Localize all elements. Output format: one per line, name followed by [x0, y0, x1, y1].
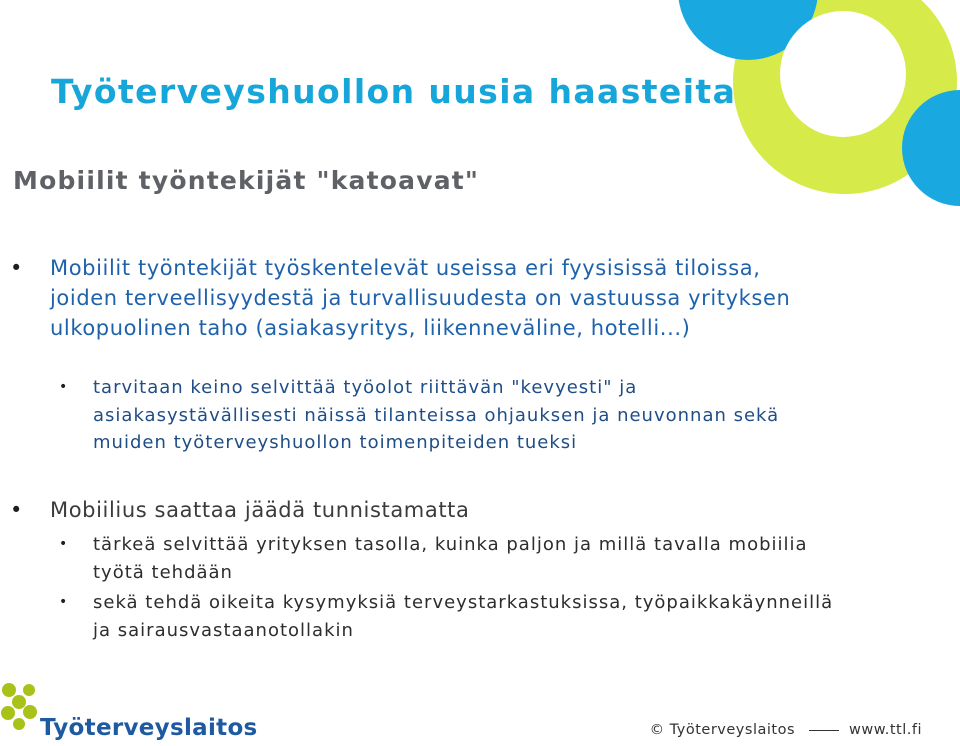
bullet-marker: • — [10, 256, 23, 280]
bullet-item: Mobiilius saattaa jäädä tunnistamatta — [50, 498, 470, 522]
footer-url[interactable]: www.ttl.fi — [849, 722, 922, 738]
slide-subtitle: Mobiilit työntekijät "katoavat" — [13, 166, 480, 195]
footer-divider — [809, 730, 839, 731]
sub-bullet-item: sekä tehdä oikeita kysymyksiä terveystarkastuksissa, työpaikkakäynneillä ja sairausvastaanotollakin — [93, 592, 834, 641]
bullet-item: Mobiilit työntekijät työskentelevät useissa eri fyysisissä tiloissa, joiden terveellisyydestä ja turvallisuudesta on vastuussa yrityksen ulkopuolinen taho (asiakasyritys, liikenneväline, hotelli...) — [50, 256, 791, 340]
footer-copyright: © Työterveyslaitos — [649, 722, 795, 738]
sub-bullet-item: tärkeä selvittää yrityksen tasolla, kuinka paljon ja millä tavalla mobiilia työtä tehdään — [93, 534, 808, 583]
sub-bullet-marker: • — [59, 536, 68, 552]
logo-wordmark: Työterveyslaitos — [40, 715, 258, 741]
footer — [650, 722, 922, 738]
sub-bullet-marker: • — [59, 379, 68, 395]
sub-bullet-marker: • — [59, 594, 68, 610]
slide-title: Työterveyshuollon uusia haasteita — [51, 72, 737, 111]
bullet-marker: • — [10, 498, 23, 522]
sub-bullet-item: tarvitaan keino selvittää työolot riittävän "kevyesti" ja asiakasystävällisesti näissä tilanteissa ohjauksen ja neuvonnan sekä muiden työterveyshuollon toimenpiteiden tueksi — [93, 377, 780, 453]
